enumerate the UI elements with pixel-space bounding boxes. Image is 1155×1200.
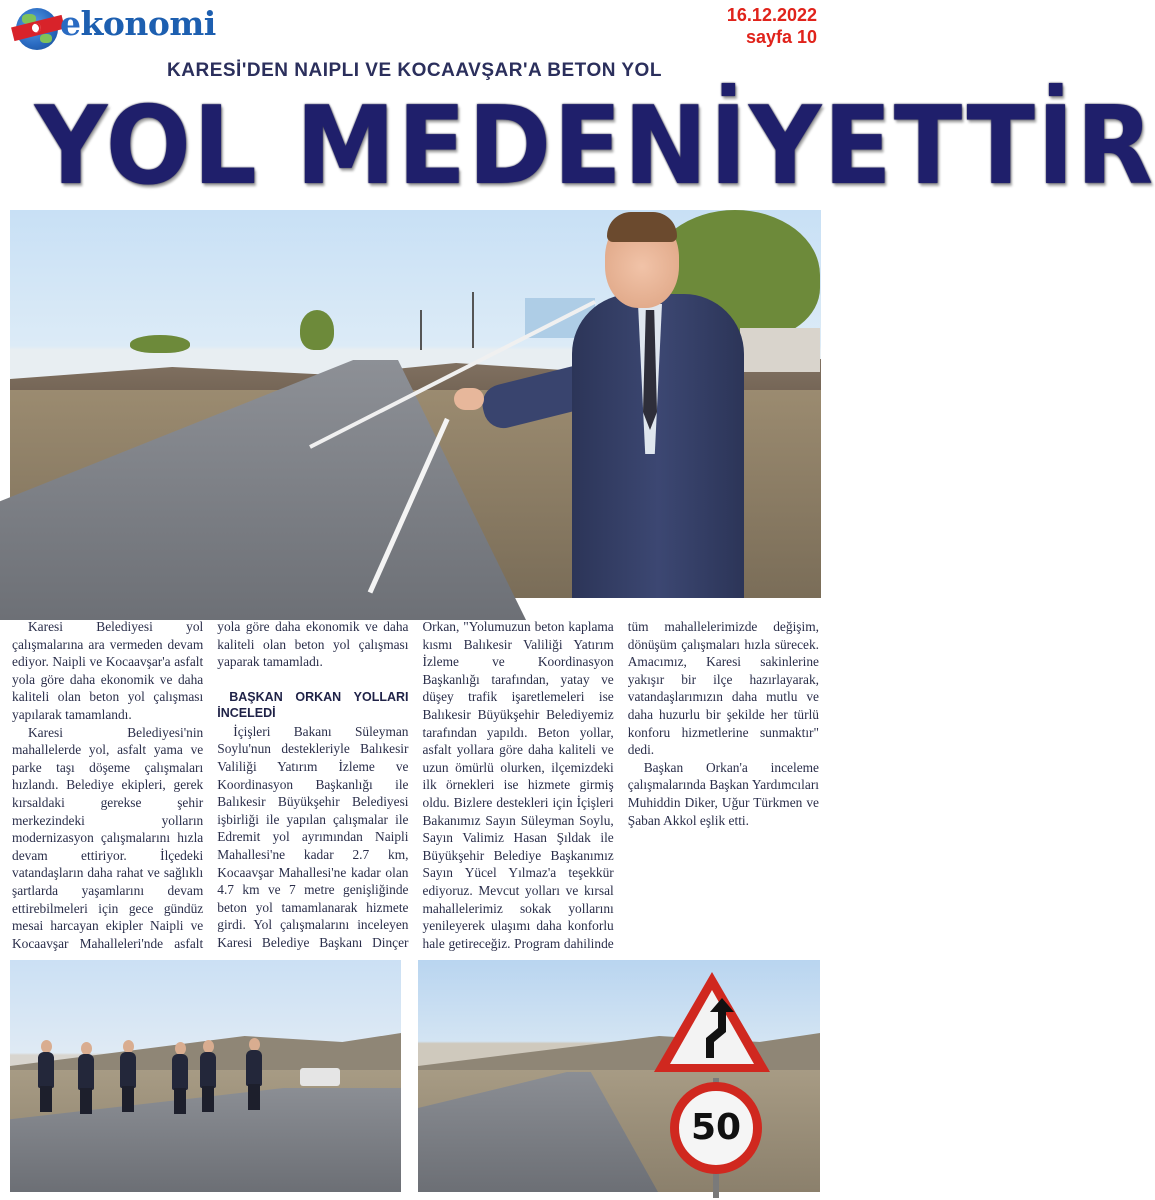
inspection-photo [10,960,401,1192]
article-body [12,618,819,956]
hero-photo [10,210,821,598]
curve-warning-sign-icon [650,968,774,1078]
article-paragraph: İçişleri Bakanı Süleyman Soylu'nun destekleriyle Balıkesir Valiliği Yatırım İzleme ve Koordinasyon Başkanlığı ile Balıkesir Büyükşehir Belediyesi işbirliği ile yapılan çalışmalar ile Edremit yol ayrımından Naipli Mahallesi'ne kadar 2.7 km, Kocaavşar Mahallesi'ne kadar olan 4.7 km ve 7 metre genişliğinde beton yol tamamlanarak hizmete girdi. Yol çalışmalarını inceleyen Karesi Belediye Başkanı Dinçer Orkan, "Yolumuzun beton kaplama kısmı Balıkesir Valiliği Yatırım İzleme ve Koordinasyon Başkanlığı tarafından, yatay ve düşey trafik işaretlemeleri ise Balıkesir Büyükşehir Belediyemiz tarafından yapıldı. Beton yollar, asfalt yollara göre daha kaliteli ve uzun ömürlü olurken, ilçemizdeki ilk örnekleri ise hizmete girmiş oldu. Bizlere destekleri için İçişleri Bakanımız Sayın Süleyman Soylu, Sayın Valimiz Hasan Şıldak ile Büyükşehir Belediye Başkanımız Sayın Yücel Yılmaz'a teşekkür ediyoruz. Mevcut yolları ve kırsal mahallelerimiz sokak yollarını yenileyerek ulaşımı daha konforlu hale getireceğiz. Program dahilinde tüm mahallelerimizde değişim, dönüşüm çalışmaları hızla sürecek. Amacımız, Karesi sakinlerine yakışır bir ilçe hazırlayarak, vatandaşlarımızın daha mutlu ve daha huzurlu bir şekilde her türlü konforu hizmetlerine sunmaktır" dedi. [217,619,819,951]
masthead-logo [14,4,244,48]
article-paragraph: Başkan Orkan'a inceleme çalışmalarında Başkan Yardımcıları Muhiddin Diker, Uğur Türkmen ve Şaban Akkol eşlik etti. [627,759,819,828]
globe-icon [16,8,58,50]
logo-wordmark: ekonomi [60,4,216,43]
page-number: sayfa 10 [745,27,817,47]
kicker-title: KARESİ'DEN NAIPLI VE KOCAAVŞAR'A BETON YOL [167,60,662,81]
headline: YOL MEDENİYETTİR [34,84,1155,209]
issue-date: 16.12.2022 [726,5,817,25]
article-subhead: BAŞKAN ORKAN YOLLARI İNCELEDİ [217,689,409,720]
article-paragraph: Karesi Belediyesi yol çalışmalarına ara vermeden devam ediyor. Naipli ve Kocaavşar'a asfalt yola göre daha ekonomik ve daha kaliteli olan beton yol çalışması yapılarak tamamlandı. [12,619,204,722]
road-sign-photo [418,960,820,1192]
issue-info [727,4,817,48]
article-paragraph: Karesi Belediyesi'nin mahallelerde yol, asfalt yama ve parke taşı döşeme çalışmaları hızlandı. Belediye ekipleri, gerek kırsaldaki gerekse şehir merkezindeki yolların modernizasyon çalışmalarını hızla devam ettiriyor. İlçedeki vatandaşların daha rahat ve sağlıklı şartlarda yaşamlarını devam ettirebilmeleri için gece gündüz mesai harcayan ekipler Naipli ve Kocaavşar Mahalleleri'nde asfalt yola göre daha ekonomik ve daha kaliteli olan beton yol çalışması yaparak tamamladı. [12,619,409,951]
speed-limit-sign: 50 [670,1082,762,1174]
mayor-figure [480,210,820,598]
